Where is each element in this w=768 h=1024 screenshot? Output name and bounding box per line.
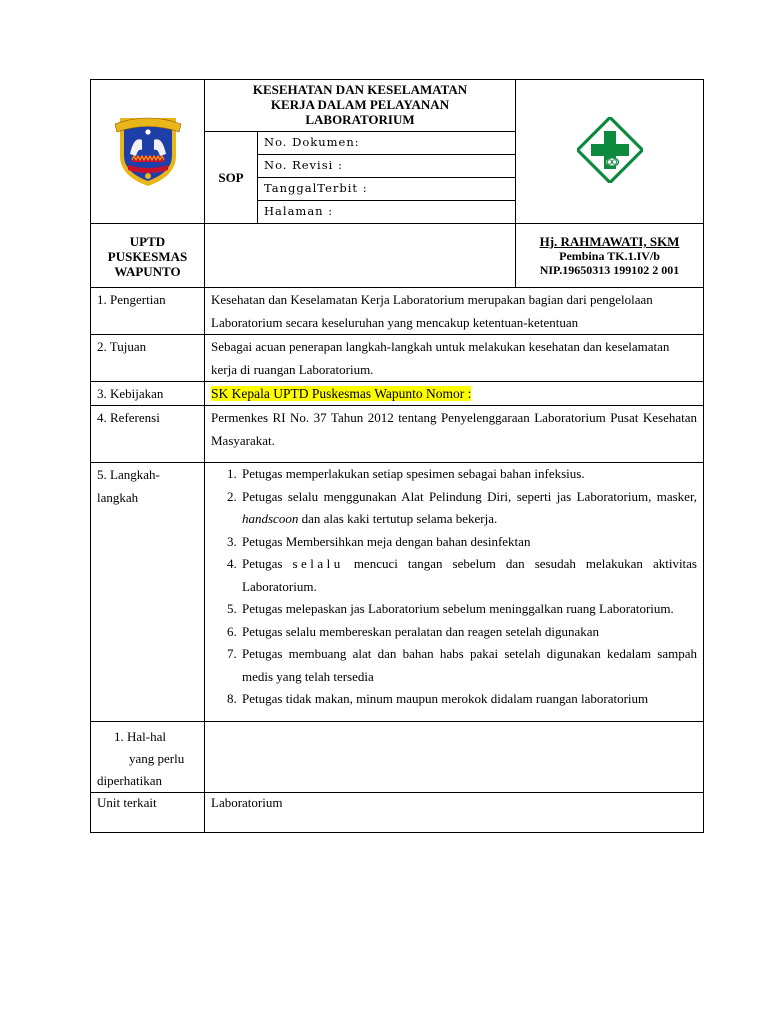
sop-table — [90, 79, 704, 833]
title-line-2: KERJA DALAM PELAYANAN — [270, 97, 450, 112]
langkah-steps-cell — [205, 463, 704, 722]
step-item: 7. Petugas membuang alat dan bahan habs pakai setelah digunakan kedalam sampah medis yang telah tersedia — [240, 643, 697, 688]
tujuan-text: Sebagai acuan penerapan langkah-langkah untuk melakukan kesehatan dan keselamatan kerja di ruangan Laboratorium. — [205, 335, 704, 382]
left-logo-cell — [91, 80, 205, 224]
blank-cell — [205, 224, 516, 288]
sop-label: SOP — [205, 132, 258, 224]
uptd-name: UPTD PUSKESMAS WAPUNTO — [91, 224, 205, 288]
step-item: 3. Petugas Membersihkan meja dengan bahan desinfektan — [240, 531, 697, 554]
step-item: 6. Petugas selalu membereskan peralatan dan reagen setelah digunakan — [240, 621, 697, 644]
halaman-field: Halaman : — [258, 201, 516, 224]
langkah-label: 5. Langkah- langkah — [91, 463, 205, 722]
kebijakan-label: 3. Kebijakan — [91, 382, 205, 406]
step-item: 5. Petugas melepaskan jas Laboratorium sebelum meninggalkan ruang Laboratorium. — [240, 598, 697, 621]
sop-title — [205, 80, 516, 132]
signatory-nip: NIP.19650313 199102 2 001 — [539, 263, 680, 277]
step-item: 2. Petugas selalu menggunakan Alat Pelindung Diri, seperti jas Laboratorium, masker, handscoon dan alas kaki tertutup selama bekerja. — [240, 486, 697, 531]
unit-terkait-label: Unit terkait — [91, 792, 205, 832]
puskesmas-green-cross-icon — [577, 117, 643, 183]
pengertian-label: 1. Pengertian — [91, 288, 205, 335]
title-line-1: KESEHATAN DAN KESELAMATAN — [252, 82, 468, 97]
step-item: 8. Petugas tidak makan, minum maupun merokok didalam ruangan laboratorium — [240, 688, 697, 711]
title-line-3: LABORATORIUM — [305, 112, 415, 127]
signatory-name: Hj. RAHMAWATI, SKM — [539, 234, 680, 249]
step-item: 4. Petugas selalu mencuci tangan sebelum dan sesudah melakukan aktivitas Laboratorium. — [240, 553, 697, 598]
referensi-label: 4. Referensi — [91, 406, 205, 463]
no-dokumen-field: No. Dokumen: — [258, 132, 516, 155]
step-item: 1. Petugas memperlakukan setiap spesimen sebagai bahan infeksius. — [240, 463, 697, 486]
referensi-text: Permenkes RI No. 37 Tahun 2012 tentang Penyelenggaraan Laboratorium Pusat Kesehatan Masyarakat. — [205, 406, 704, 463]
no-revisi-field: No. Revisi : — [258, 155, 516, 178]
tanggal-terbit-field: TanggalTerbit : — [258, 178, 516, 201]
tujuan-label: 2. Tujuan — [91, 335, 205, 382]
kabupaten-muna-emblem-icon — [108, 110, 188, 190]
signatory-rank: Pembina TK.1.IV/b — [559, 249, 660, 263]
hal-hal-label: 1. Hal-hal yang perlu diperhatikan — [91, 721, 205, 792]
kebijakan-cell — [205, 382, 704, 406]
pengertian-text: Kesehatan dan Keselamatan Kerja Laboratorium merupakan bagian dari pengelolaan Laboratorium secara keseluruhan yang mencakup ketentuan-ketentuan — [205, 288, 704, 335]
kebijakan-text: SK Kepala UPTD Puskesmas Wapunto Nomor : — [211, 386, 472, 401]
unit-terkait-text: Laboratorium — [205, 792, 704, 832]
langkah-steps — [205, 463, 703, 721]
right-logo-cell — [516, 80, 704, 224]
signatory-block — [516, 224, 704, 288]
hal-hal-text — [205, 721, 704, 792]
sop-document — [90, 79, 703, 833]
